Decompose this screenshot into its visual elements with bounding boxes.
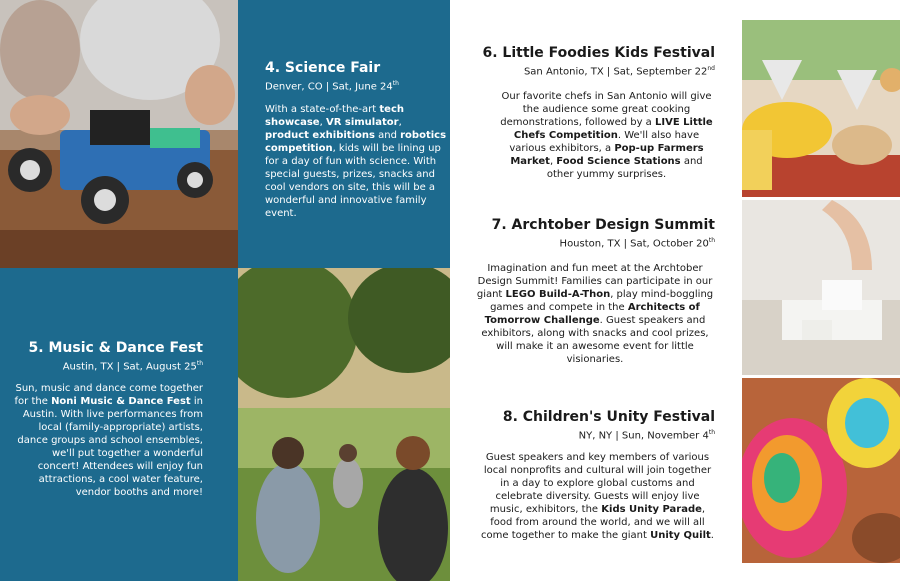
lego-build-photo bbox=[742, 200, 900, 375]
food-craft-photo bbox=[742, 20, 900, 197]
science-fair-panel bbox=[238, 0, 450, 268]
music-dance-title: 5. Music & Dance Fest bbox=[28, 340, 203, 356]
little-foodies-location: San Antonio, TX | Sat, September 22nd bbox=[523, 65, 715, 78]
little-foodies-description: Our favorite chefs in San Antonio will give the audience some great cooking demonstrations, followed by a LIVE Little Chefs Competition. We'll also have various exhibitors, a Pop-up Farmers Market, Food Science Stations and other yummy surprises. bbox=[500, 91, 713, 181]
archtober-description: Imagination and fun meet at the Archtober Design Summit! Families can participate in our giant LEGO Build-A-Thon, play mind-boggling games and compete in the Architects of Tomorrow Challenge. Guest speakers and exhibitors, along with snacks and cool prizes, will make it an awesome event for little visionaries. bbox=[476, 263, 714, 366]
music-dance-description: Sun, music and dance come together for the Noni Music & Dance Fest in Austin. With live performances from local (family-appropriate) artists, dance groups and school ensembles, we'll put together a wonderful concert! Attendees will enjoy fun attractions, a cool water feature, vendor booths and more! bbox=[14, 383, 203, 499]
unity-section bbox=[480, 409, 715, 542]
science-fair-location: Denver, CO | Sat, June 24th bbox=[265, 80, 399, 93]
little-foodies-title: 6. Little Foodies Kids Festival bbox=[482, 45, 715, 61]
unity-title: 8. Children's Unity Festival bbox=[502, 409, 715, 425]
unity-location: NY, NY | Sun, November 4th bbox=[578, 429, 715, 442]
science-fair-title: 4. Science Fair bbox=[265, 60, 381, 76]
music-dance-location: Austin, TX | Sat, August 25th bbox=[62, 360, 203, 373]
music-dance-panel bbox=[0, 268, 238, 581]
unity-description: Guest speakers and key members of various local nonprofits and cultural will join together in a day to explore global customs and celebrate diversity. Guests will enjoy live music, exhibitors, the Kids Unity Parade, food from around the world, and we will all come together to make the giant Unity Quilt. bbox=[481, 452, 714, 542]
park-concert-photo bbox=[238, 268, 450, 581]
archtober-section bbox=[475, 217, 715, 366]
archtober-title: 7. Archtober Design Summit bbox=[491, 217, 715, 233]
science-fair-description: With a state-of-the-art tech showcase, VR simulator, product exhibitions and robotics competition, kids will be lining up for a day of fun with science. With special guests, prizes, snacks and cool vendors on site, this will be a wonderful and innovative family event. bbox=[265, 104, 447, 220]
little-foodies-section bbox=[468, 45, 715, 181]
archtober-location: Houston, TX | Sat, October 20th bbox=[559, 237, 715, 250]
folk-dancers-photo bbox=[742, 378, 900, 563]
robot-car-photo bbox=[0, 0, 238, 268]
